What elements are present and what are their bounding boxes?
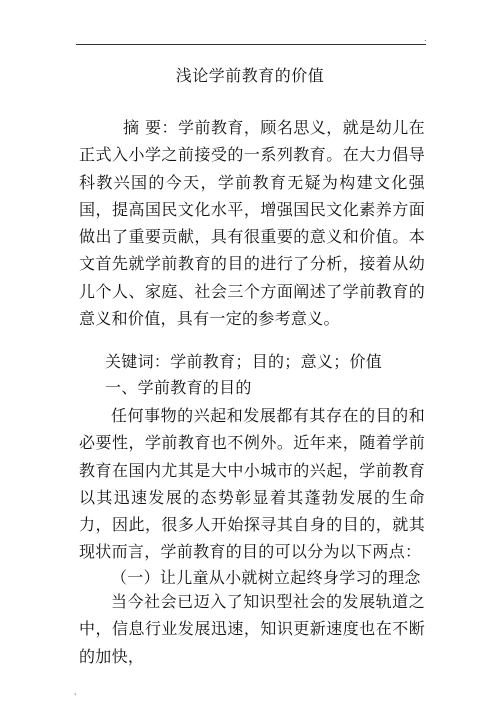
subsection-1-paragraph: 当今社会已迈入了知识型社会的发展轨道之中，信息行业发展迅速，知识更新速度也在不断的加快，: [79, 592, 425, 666]
section-1-heading: 一、学前教育的目的: [105, 378, 252, 397]
subsection-1-heading: （一）让儿童从小就树立起终身学习的理念: [111, 568, 421, 587]
header-rule: [76, 44, 426, 45]
abstract-label: 摘 要：: [123, 118, 178, 137]
section-1-paragraph: 任何事物的兴起和发展都有其存在的目的和必要性，学前教育也不例外。近年来，随着学前教育在国内尤其是大中小城市的兴起，学前教育以其迅速发展的态势彰显着其蓬勃发展的生命力，因此，很多人开始探寻其自身的目的，就其现状而言，学前教育的目的可以分为以下两点：: [79, 406, 425, 562]
abstract-paragraph: [79, 114, 425, 332]
keywords-line: 关键词：学前教育；目的；意义；价值: [105, 352, 383, 371]
corner-mark-bottom: ': [74, 692, 77, 701]
abstract-text: 学前教育，顾名思义，就是幼儿在正式入小学之前接受的一系列教育。在大力倡导科教兴国的今天，学前教育无疑为构建文化强国，提高国民文化水平，增强国民文化素养方面做出了重要贡献，具有很重要的意义和价值。本文首先就学前教育的目的进行了分析，接着从幼儿个人、家庭、社会三个方面阐述了学前教育的意义和价值，具有一定的参考意义。: [79, 118, 425, 329]
corner-mark-top: .: [424, 34, 427, 43]
document-title: 浅论学前教育的价值: [175, 66, 325, 85]
